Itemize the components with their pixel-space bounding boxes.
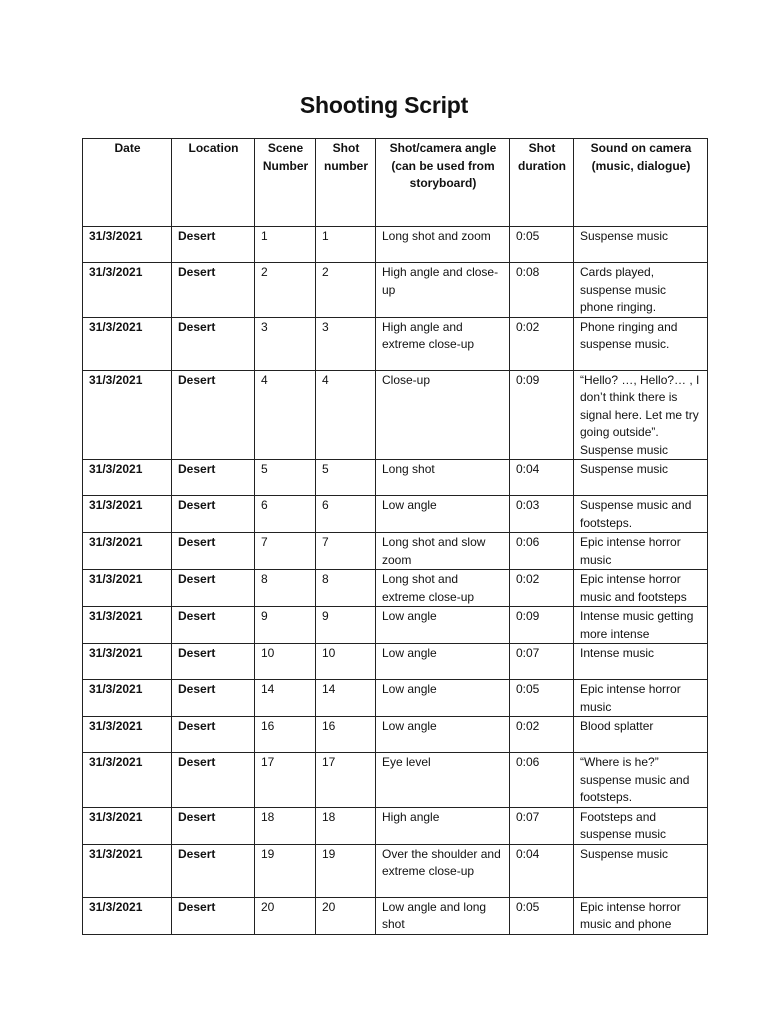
- cell-location: Desert: [172, 460, 255, 496]
- cell-scene-number: 16: [255, 717, 316, 753]
- cell-sound: Suspense music and footsteps.: [574, 496, 708, 533]
- table-row: [83, 460, 708, 496]
- table-row: [83, 227, 708, 263]
- cell-scene-number: 5: [255, 460, 316, 496]
- cell-sound: Epic intense horror music: [574, 533, 708, 570]
- table-row: [83, 717, 708, 753]
- cell-camera-angle: Low angle: [376, 717, 510, 753]
- cell-shot-duration: 0:04: [510, 460, 574, 496]
- cell-date: 31/3/2021: [83, 496, 172, 533]
- cell-shot-number: 8: [316, 570, 376, 607]
- cell-shot-number: 19: [316, 844, 376, 897]
- cell-location: Desert: [172, 263, 255, 318]
- cell-shot-duration: 0:06: [510, 533, 574, 570]
- cell-sound: Cards played, suspense music phone ringing.: [574, 263, 708, 318]
- cell-camera-angle: Eye level: [376, 753, 510, 808]
- cell-shot-duration: 0:02: [510, 717, 574, 753]
- cell-sound: Phone ringing and suspense music.: [574, 317, 708, 370]
- cell-shot-number: 6: [316, 496, 376, 533]
- cell-shot-number: 3: [316, 317, 376, 370]
- cell-shot-duration: 0:02: [510, 570, 574, 607]
- cell-scene-number: 9: [255, 607, 316, 644]
- cell-shot-number: 20: [316, 897, 376, 934]
- table-row: [83, 263, 708, 318]
- cell-sound: Suspense music: [574, 460, 708, 496]
- cell-date: 31/3/2021: [83, 460, 172, 496]
- cell-camera-angle: Low angle and long shot: [376, 897, 510, 934]
- cell-camera-angle: Low angle: [376, 496, 510, 533]
- cell-location: Desert: [172, 570, 255, 607]
- cell-scene-number: 2: [255, 263, 316, 318]
- column-header-sound: Sound on camera (music, dialogue): [574, 139, 708, 227]
- cell-scene-number: 1: [255, 227, 316, 263]
- cell-scene-number: 20: [255, 897, 316, 934]
- cell-scene-number: 18: [255, 807, 316, 844]
- cell-scene-number: 3: [255, 317, 316, 370]
- cell-date: 31/3/2021: [83, 644, 172, 680]
- cell-location: Desert: [172, 680, 255, 717]
- cell-shot-duration: 0:06: [510, 753, 574, 808]
- table-row: [83, 753, 708, 808]
- table-row: [83, 807, 708, 844]
- cell-scene-number: 7: [255, 533, 316, 570]
- cell-scene-number: 4: [255, 370, 316, 460]
- cell-scene-number: 10: [255, 644, 316, 680]
- cell-camera-angle: Long shot and slow zoom: [376, 533, 510, 570]
- cell-date: 31/3/2021: [83, 717, 172, 753]
- cell-camera-angle: High angle and extreme close-up: [376, 317, 510, 370]
- cell-shot-duration: 0:05: [510, 680, 574, 717]
- table-row: [83, 496, 708, 533]
- cell-camera-angle: Close-up: [376, 370, 510, 460]
- cell-camera-angle: Long shot: [376, 460, 510, 496]
- cell-scene-number: 6: [255, 496, 316, 533]
- table-header-row: [83, 139, 708, 227]
- cell-date: 31/3/2021: [83, 753, 172, 808]
- cell-date: 31/3/2021: [83, 317, 172, 370]
- cell-location: Desert: [172, 607, 255, 644]
- table-row: [83, 370, 708, 460]
- cell-shot-number: 9: [316, 607, 376, 644]
- cell-camera-angle: High angle: [376, 807, 510, 844]
- cell-shot-duration: 0:07: [510, 807, 574, 844]
- cell-shot-number: 5: [316, 460, 376, 496]
- table-row: [83, 317, 708, 370]
- cell-shot-number: 4: [316, 370, 376, 460]
- cell-date: 31/3/2021: [83, 370, 172, 460]
- cell-camera-angle: Long shot and zoom: [376, 227, 510, 263]
- cell-camera-angle: High angle and close-up: [376, 263, 510, 318]
- cell-location: Desert: [172, 370, 255, 460]
- cell-camera-angle: Low angle: [376, 644, 510, 680]
- column-header-location: Location: [172, 139, 255, 227]
- cell-sound: Suspense music: [574, 227, 708, 263]
- cell-shot-number: 14: [316, 680, 376, 717]
- cell-location: Desert: [172, 717, 255, 753]
- cell-camera-angle: Long shot and extreme close-up: [376, 570, 510, 607]
- cell-sound: Epic intense horror music and phone: [574, 897, 708, 934]
- cell-location: Desert: [172, 317, 255, 370]
- table-row: [83, 570, 708, 607]
- cell-shot-duration: 0:08: [510, 263, 574, 318]
- table-row: [83, 897, 708, 934]
- cell-sound: Suspense music: [574, 844, 708, 897]
- cell-shot-duration: 0:09: [510, 370, 574, 460]
- cell-date: 31/3/2021: [83, 533, 172, 570]
- cell-location: Desert: [172, 897, 255, 934]
- table-row: [83, 607, 708, 644]
- cell-location: Desert: [172, 227, 255, 263]
- cell-location: Desert: [172, 844, 255, 897]
- cell-shot-number: 16: [316, 717, 376, 753]
- cell-date: 31/3/2021: [83, 807, 172, 844]
- cell-shot-number: 2: [316, 263, 376, 318]
- table-body: [83, 227, 708, 935]
- column-header-date: Date: [83, 139, 172, 227]
- cell-scene-number: 14: [255, 680, 316, 717]
- cell-shot-number: 7: [316, 533, 376, 570]
- cell-sound: Intense music getting more intense: [574, 607, 708, 644]
- cell-scene-number: 19: [255, 844, 316, 897]
- cell-shot-number: 10: [316, 644, 376, 680]
- cell-camera-angle: Low angle: [376, 607, 510, 644]
- cell-date: 31/3/2021: [83, 897, 172, 934]
- cell-shot-duration: 0:02: [510, 317, 574, 370]
- cell-date: 31/3/2021: [83, 844, 172, 897]
- table-row: [83, 844, 708, 897]
- table-row: [83, 644, 708, 680]
- cell-shot-duration: 0:04: [510, 844, 574, 897]
- cell-shot-duration: 0:09: [510, 607, 574, 644]
- cell-sound: Footsteps and suspense music: [574, 807, 708, 844]
- column-header-camera-angle: Shot/camera angle (can be used from storyboard): [376, 139, 510, 227]
- shooting-script-table: [82, 138, 708, 935]
- cell-date: 31/3/2021: [83, 680, 172, 717]
- cell-sound: Epic intense horror music: [574, 680, 708, 717]
- page-title: Shooting Script: [299, 92, 469, 118]
- cell-shot-number: 1: [316, 227, 376, 263]
- cell-location: Desert: [172, 644, 255, 680]
- cell-shot-duration: 0:05: [510, 227, 574, 263]
- cell-camera-angle: Over the shoulder and extreme close-up: [376, 844, 510, 897]
- cell-sound: Intense music: [574, 644, 708, 680]
- cell-shot-number: 18: [316, 807, 376, 844]
- cell-date: 31/3/2021: [83, 570, 172, 607]
- cell-sound: Blood splatter: [574, 717, 708, 753]
- cell-shot-number: 17: [316, 753, 376, 808]
- cell-date: 31/3/2021: [83, 227, 172, 263]
- cell-shot-duration: 0:03: [510, 496, 574, 533]
- column-header-scene-number: Scene Number: [255, 139, 316, 227]
- table-row: [83, 680, 708, 717]
- cell-location: Desert: [172, 496, 255, 533]
- cell-sound: “Where is he?” suspense music and footsteps.: [574, 753, 708, 808]
- cell-location: Desert: [172, 753, 255, 808]
- cell-date: 31/3/2021: [83, 607, 172, 644]
- table-row: [83, 533, 708, 570]
- cell-scene-number: 8: [255, 570, 316, 607]
- cell-sound: Epic intense horror music and footsteps: [574, 570, 708, 607]
- cell-scene-number: 17: [255, 753, 316, 808]
- cell-camera-angle: Low angle: [376, 680, 510, 717]
- cell-shot-duration: 0:05: [510, 897, 574, 934]
- cell-date: 31/3/2021: [83, 263, 172, 318]
- cell-location: Desert: [172, 807, 255, 844]
- cell-location: Desert: [172, 533, 255, 570]
- cell-sound: “Hello? …, Hello?… , I don’t think there is signal here. Let me try going outside”. Suspense music: [574, 370, 708, 460]
- cell-shot-duration: 0:07: [510, 644, 574, 680]
- column-header-shot-number: Shot number: [316, 139, 376, 227]
- column-header-shot-duration: Shot duration: [510, 139, 574, 227]
